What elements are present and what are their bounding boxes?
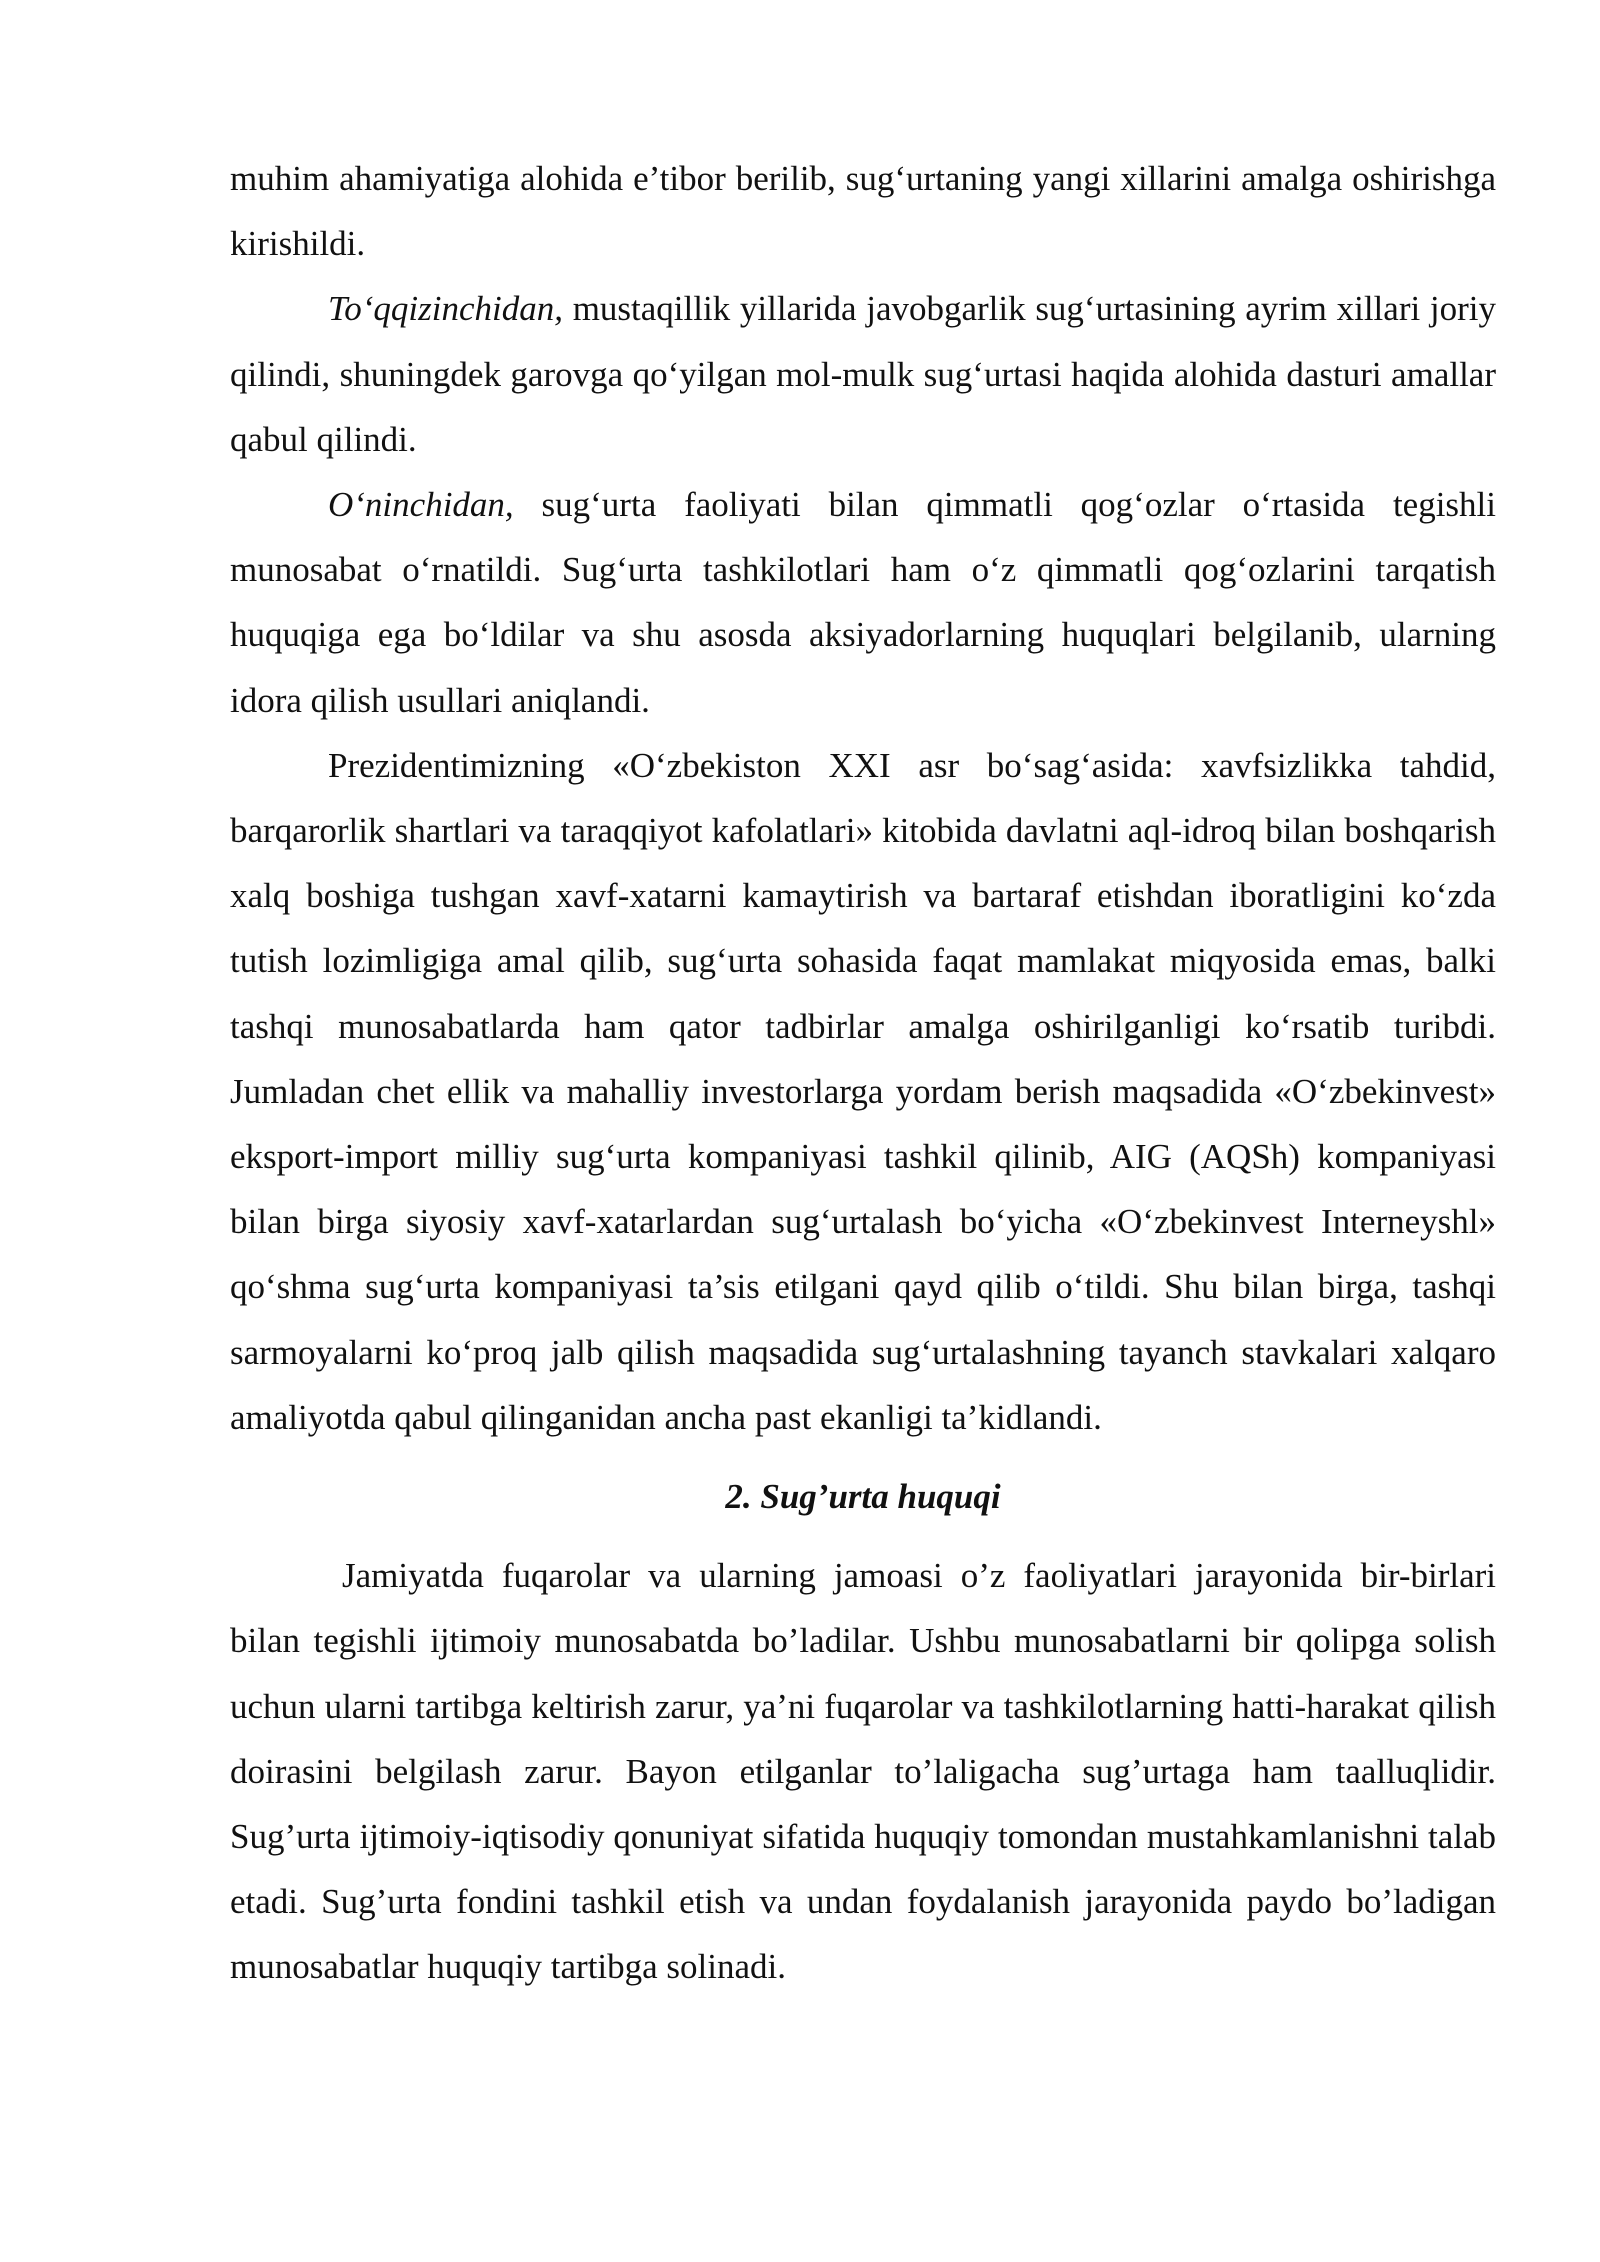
- paragraph-4-text: Prezidentimizning «O‘zbekiston XXI asr bo‘sag‘asida: xavfsizlikka tahdid, barqarorlik shartlari va taraqqiyot kafolatlari» kitobida davlatni aql-idroq bilan boshqarish xalq boshiga tushgan xavf-xatarni kamaytirish va bartaraf etishdan iboratligini ko‘zda tutish lozimligiga amal qilib, sug‘urta sohasida faqat mamlakat miqyosida emas, balki tashqi munosabatlarda ham qator tadbirlar amalga oshirilganligi ko‘rsatib turibdi. Jumladan chet ellik va mahalliy investorlarga yordam berish maqsadida «O‘zbekinvest» eksport-import milliy sug‘urta kompaniyasi tashkil qilinib, AIG (AQSh) kompaniyasi bilan birga siyosiy xavf-xatarlardan sug‘urtalash bo‘yicha «O‘zbekinvest Interneyshl» qo‘shma sug‘urta kompaniyasi ta’sis etilgani qayd qilib o‘tildi. Shu bilan birga, tashqi sarmoyalarni ko‘proq jalb qilish maqsadida sug‘urtalashning tayanch stavkalari xalqaro amaliyotda qabul qilinganidan ancha past ekanligi ta’kidlandi.: [230, 745, 1496, 1437]
- paragraph-4: [230, 733, 1496, 1450]
- paragraph-1: [230, 146, 1496, 276]
- paragraph-2-lead: To‘qqizinchidan,: [328, 289, 563, 329]
- paragraph-3: [230, 472, 1496, 733]
- paragraph-1-text: muhim ahamiyatiga alohida e’tibor berilib, sug‘urtaning yangi xillarini amalga oshirishga kirishildi.: [230, 159, 1496, 264]
- section-paragraph-1: [230, 1543, 1496, 1999]
- section-paragraph-1-text: Jamiyatda fuqarolar va ularning jamoasi o’z faoliyatlari jarayonida bir-birlari bilan tegishli ijtimoiy munosabatda bo’ladilar. Ushbu munosabatlarni bir qolipga solish uchun ularni tartibga keltirish zarur, ya’ni fuqarolar va tashkilotlarning hatti-harakat qilish doirasini belgilash zarur. Bayon etilganlar to’laligacha sug’urtaga ham taalluqlidir. Sug’urta ijtimoiy-iqtisodiy qonuniyat sifatida huquqiy tomondan mustahkamlanishni talab etadi. Sug’urta fondini tashkil etish va undan foydalanish jarayonida paydo bo’ladigan munosabatlar huquqiy tartibga solinadi.: [230, 1556, 1496, 1987]
- paragraph-2: [230, 276, 1496, 472]
- paragraph-3-lead: O‘ninchidan,: [328, 485, 514, 525]
- section-heading: 2. Sug’urta huquqi: [725, 1477, 1001, 1517]
- document-page: [230, 146, 1496, 2000]
- paragraph-2-text: mustaqillik yillarida javobgarlik sug‘urtasining ayrim xillari joriy qilindi, shuningdek garovga qo‘yilgan mol-mulk sug‘urtasi haqida alohida dasturi amallar qabul qilindi.: [230, 289, 1496, 459]
- paragraph-3-text: sug‘urta faoliyati bilan qimmatli qog‘ozlar o‘rtasida tegishli munosabat o‘rnatildi. Sug‘urta tashkilotlari ham o‘z qimmatli qog‘ozlarini tarqatish huquqiga ega bo‘ldilar va shu asosda aksiyadorlarning huquqlari belgilanib, ularning idora qilish usullari aniqlandi.: [230, 485, 1496, 720]
